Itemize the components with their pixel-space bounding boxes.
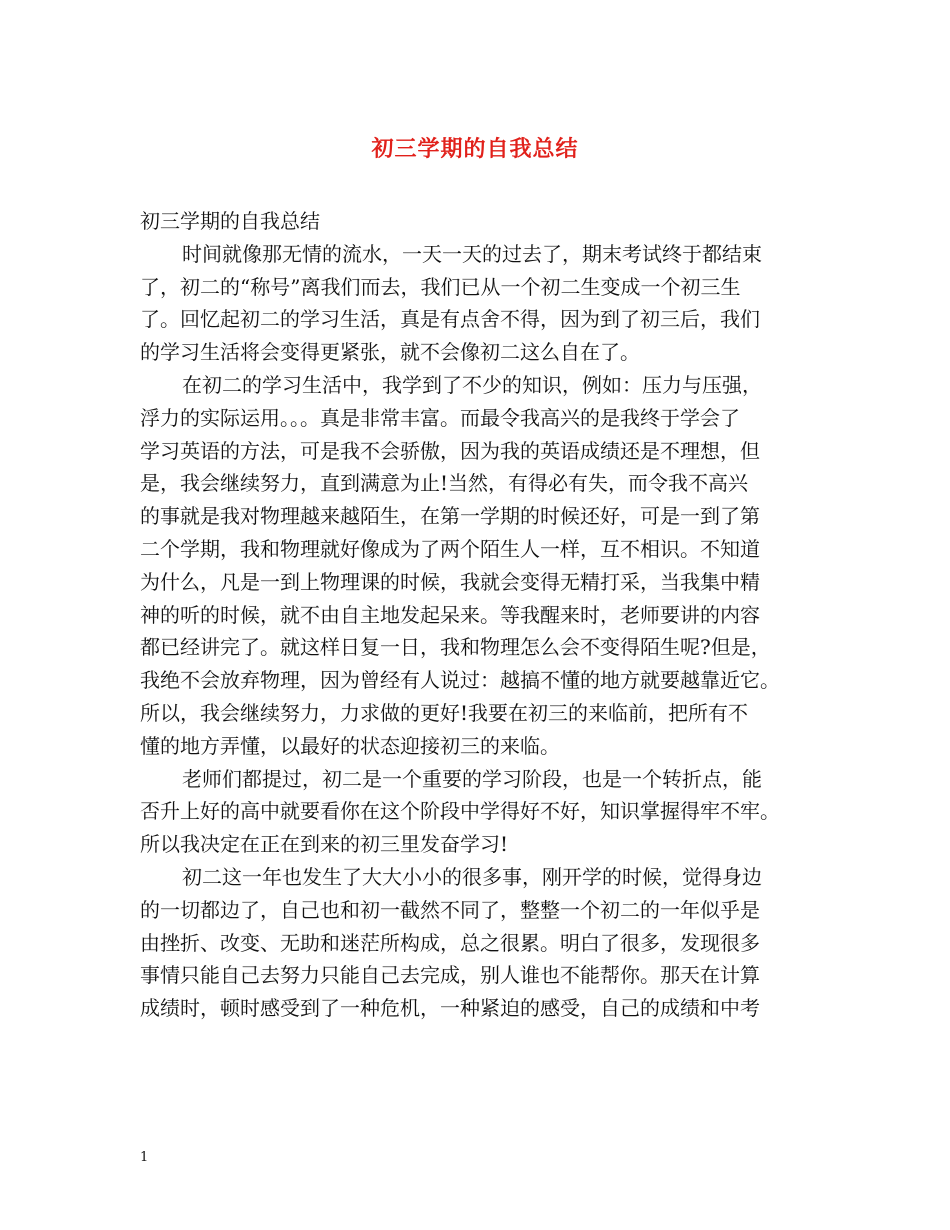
body-line: 的事就是我对物理越来越陌生，在第一学期的时候还好，可是一到了第 [140,504,760,529]
body-line: 学习英语的方法，可是我不会骄傲，因为我的英语成绩还是不理想，但 [140,438,760,463]
document-body [140,205,830,1025]
document-title: 初三学期的自我总结 [371,137,579,162]
body-line: 所以，我会继续努力，力求做的更好!我要在初三的来临前，把所有不 [140,700,749,725]
body-line: 所以我决定在正在到来的初三里发奋学习! [140,832,509,857]
body-line: 老师们都提过，初二是一个重要的学习阶段，也是一个转折点，能 [182,766,762,791]
body-line: 时间就像那无情的流水，一天一天的过去了，期末考试终于都结束 [182,241,762,266]
body-line: 了，初二的“称号”离我们而去，我们已从一个初二生变成一个初三生 [140,274,741,299]
body-line: 初三学期的自我总结 [140,209,320,233]
body-line: 为什么，凡是一到上物理课的时候，我就会变得无精打采，当我集中精 [140,569,760,594]
body-line: 了。回忆起初二的学习生活，真是有点舍不得，因为到了初三后，我们 [140,307,760,332]
body-line: 的学习生活将会变得更紧张，就不会像初二这么自在了。 [140,340,640,365]
body-line: 成绩时，顿时感受到了一种危机，一种紧迫的感受，自己的成绩和中考 [140,996,760,1021]
body-line: 初二这一年也发生了大大小小的很多事，刚开学的时候，觉得身边 [182,864,762,889]
body-line: 的一切都边了，自己也和初一截然不同了，整整一个初二的一年似乎是 [140,897,760,922]
body-line: 浮力的实际运用。。。真是非常丰富。而最令我高兴的是我终于学会了 [140,405,740,430]
body-line: 懂的地方弄懂，以最好的状态迎接初三的来临。 [140,733,560,758]
body-line: 否升上好的高中就要看你在这个阶段中学得好不好，知识掌握得牢不牢。 [140,799,780,824]
body-line: 由挫折、改变、无助和迷茫所构成，总之很累。明白了很多，发现很多 [140,930,760,955]
page-number: 1 [140,1150,149,1165]
body-line: 二个学期，我和物理就好像成为了两个陌生人一样，互不相识。不知道 [140,536,760,561]
body-line: 我绝不会放弃物理，因为曾经有人说过：越搞不懂的地方就要越靠近它。 [140,668,780,693]
body-line: 神的听的时候，就不由自主地发起呆来。等我醒来时，老师要讲的内容 [140,602,760,627]
body-line: 事情只能自己去努力只能自己去完成，别人谁也不能帮你。那天在计算 [140,963,760,988]
body-line: 都已经讲完了。就这样日复一日，我和物理怎么会不变得陌生呢?但是， [140,635,771,660]
body-line: 在初二的学习生活中，我学到了不少的知识，例如：压力与压强， [182,372,762,397]
body-line: 是，我会继续努力，直到满意为止!当然，有得必有失，而令我不高兴 [140,471,749,496]
